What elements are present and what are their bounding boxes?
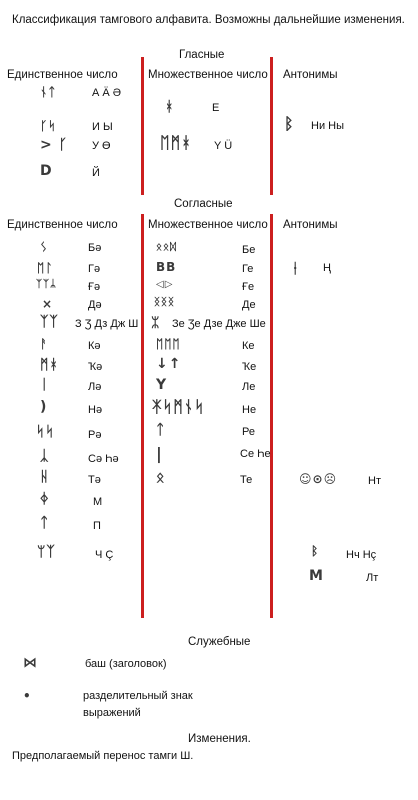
tamga-glyph: | xyxy=(156,444,163,463)
tamga-glyph: D xyxy=(40,163,53,179)
tamga-glyph: ᛝᛝᛝ xyxy=(154,297,175,308)
service-heading: Служебные xyxy=(188,636,251,648)
letter-label: Нч Нç xyxy=(346,549,377,561)
letter-label: Ҡә xyxy=(88,361,103,373)
tamga-glyph: > ᚴ xyxy=(40,137,69,153)
letter-label: Ле xyxy=(242,381,256,393)
tamga-glyph: ᛡᛋᛗᚾᛋ xyxy=(152,397,206,416)
letter-label: Е xyxy=(212,102,220,114)
tamga-glyph: ᚨ xyxy=(40,337,49,351)
tamga-glyph: ᛟ xyxy=(156,470,166,486)
letter-label: Сә Һә xyxy=(88,453,119,465)
letter-label: Ке xyxy=(242,340,255,352)
tamga-glyph: ᛉᛉᛦ xyxy=(36,279,57,290)
tamga-glyph: ᛖᛖᛖ xyxy=(156,337,181,351)
tamga-glyph: Y xyxy=(156,377,168,393)
letter-label: Ни Ны xyxy=(311,120,344,132)
letter-label: М xyxy=(93,496,103,508)
letter-label: Гә xyxy=(88,263,101,275)
tamga-glyph: ᛄ xyxy=(40,491,50,507)
tamga-glyph: ᚺ xyxy=(40,469,50,485)
vowels-heading: Гласные xyxy=(179,49,225,61)
tamga-glyph: ᚴᛋ xyxy=(40,119,57,133)
tamga-glyph: ᛉᛉ xyxy=(40,314,59,330)
letter-label: Ҡе xyxy=(242,361,257,373)
letter-label: А Ä Ə xyxy=(92,87,122,99)
letter-label: И Ы xyxy=(92,121,113,133)
tamga-glyph: ᚼ xyxy=(165,99,175,115)
letter-label: Се Һе xyxy=(240,448,271,460)
tamga-glyph: ᛊ xyxy=(40,240,49,254)
vowels-single-header: Единственное число xyxy=(7,69,118,81)
letter-label: Не xyxy=(242,404,257,416)
tamga-glyph: ᛁ xyxy=(40,377,50,393)
tamga-glyph: ᛖᛗᚼ xyxy=(160,133,192,152)
letter-label: Дә xyxy=(88,299,102,311)
tamga-glyph: BB xyxy=(156,260,177,274)
tamga-glyph: ☺⊙☹ xyxy=(299,472,338,486)
consonants-single-header: Единственное число xyxy=(7,219,118,231)
letter-label: Ң xyxy=(323,262,331,274)
consonants-heading: Согласные xyxy=(174,198,233,210)
letter-label: Бә xyxy=(88,242,102,254)
tamga-glyph: M xyxy=(309,568,324,584)
service-label-line1: разделительный знак xyxy=(83,690,193,702)
letter-label: Рә xyxy=(88,429,102,441)
letter-label: Лә xyxy=(88,381,102,393)
consonants-plural-header: Множественное число xyxy=(148,219,268,231)
changes-text: Предполагаемый перенос тамги Ш. xyxy=(12,750,194,762)
service-label: баш (заголовок) xyxy=(85,658,167,670)
consonants-divider-right xyxy=(270,214,273,618)
bowtie-icon: ⋈ xyxy=(23,655,38,671)
letter-label: П xyxy=(93,520,101,532)
tamga-glyph: ᛒ xyxy=(311,544,320,558)
dot-icon: • xyxy=(23,689,32,703)
service-label-line2: выражений xyxy=(83,707,141,719)
letter-label: З Ʒ Дз Дж Ш xyxy=(75,318,139,330)
letter-label: У Ө xyxy=(92,140,111,152)
tamga-glyph: ᛯ xyxy=(151,315,161,331)
letter-label: Тә xyxy=(88,474,101,486)
letter-label: Ғе xyxy=(242,281,255,293)
tamga-glyph: ᛋᛋ xyxy=(36,424,55,440)
letter-label: Ч Ç xyxy=(95,549,114,561)
tamga-glyph: ᛟᛟᛞ xyxy=(156,242,177,253)
tamga-glyph: ↓↑ xyxy=(156,356,182,372)
tamga-glyph: ) xyxy=(40,399,48,415)
tamga-glyph: ◁▷ xyxy=(156,279,174,290)
letter-label: Ғә xyxy=(88,281,101,293)
vowels-divider-left xyxy=(141,57,144,195)
vowels-plural-header: Множественное число xyxy=(148,69,268,81)
changes-heading: Изменения. xyxy=(188,733,251,745)
letter-label: Ре xyxy=(242,426,255,438)
vowels-divider-right xyxy=(270,57,273,195)
tamga-glyph: ᛘᛉ xyxy=(37,544,56,560)
letter-label: Лт xyxy=(366,572,379,584)
letter-label: Й xyxy=(92,167,100,179)
letter-label: Зе Ʒе Дзе Дже Ше xyxy=(172,318,266,330)
consonants-antonyms-header: Антонимы xyxy=(283,219,338,231)
tamga-glyph: ᛏ xyxy=(40,515,50,531)
tamga-glyph: × xyxy=(42,297,54,311)
letter-label: Те xyxy=(240,474,253,486)
letter-label: Де xyxy=(242,299,256,311)
tamga-glyph: ᛒ xyxy=(284,114,295,133)
tamga-glyph: ᛖᛚ xyxy=(37,261,54,275)
letter-label: Ге xyxy=(242,263,254,275)
letter-label: Бе xyxy=(242,244,256,256)
tamga-glyph: ᚽ xyxy=(291,261,301,277)
letter-label: Нә xyxy=(88,404,103,416)
letter-label: Y Ü xyxy=(214,140,233,152)
page-title: Классификация тамгового алфавита. Возможны дальнейшие изменения. xyxy=(12,14,405,26)
tamga-glyph: ᚾᛏ xyxy=(40,85,57,99)
vowels-antonyms-header: Антонимы xyxy=(283,69,338,81)
letter-label: Кә xyxy=(88,340,101,352)
tamga-glyph: ᛣ xyxy=(40,448,50,464)
tamga-glyph: ᛏ xyxy=(156,422,166,438)
letter-label: Нт xyxy=(368,475,381,487)
consonants-divider-left xyxy=(141,214,144,618)
tamga-glyph: ᛗᚼ xyxy=(40,357,59,373)
